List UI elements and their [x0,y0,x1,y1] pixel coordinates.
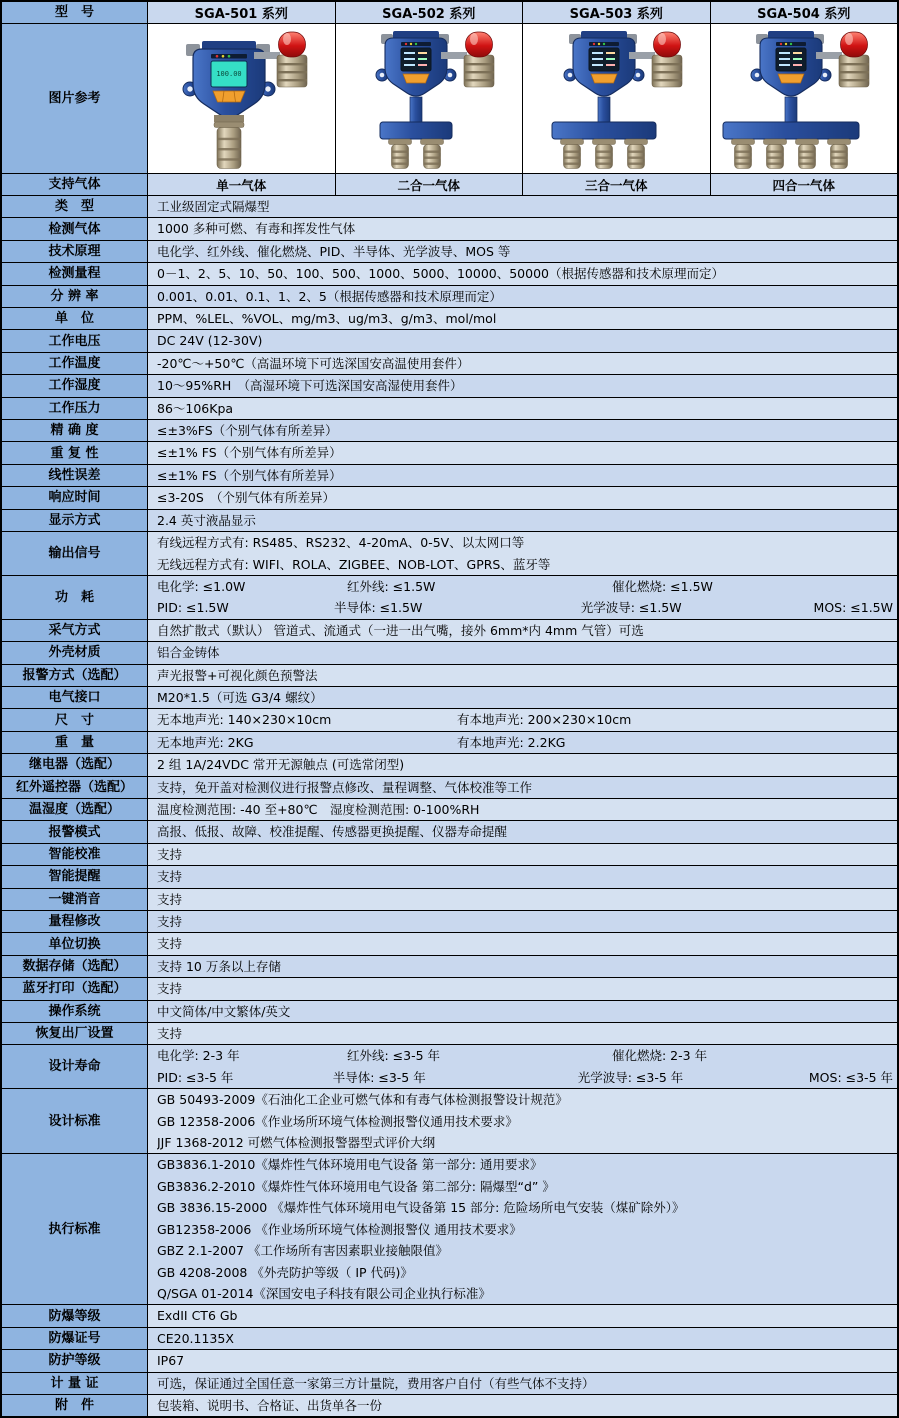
spec-value [148,620,897,641]
spec-row [2,308,897,330]
spec-label: 显示方式 [2,510,148,531]
spec-value-col: 光学波导: ≤3-5 年 [577,1069,684,1085]
spec-value [148,1395,897,1416]
model-name-2: SGA-502 系列 [336,2,524,23]
gas-detector-illustration [712,25,895,172]
spec-value [148,375,897,396]
spec-row [2,754,897,776]
spec-value-line: 支持 [157,1026,183,1042]
spec-value-line [157,1045,893,1066]
spec-value-line: JJF 1368-2012 可燃气体检测报警器型式评价大纲 [157,1135,436,1151]
spec-row [2,978,897,1000]
spec-label: 防爆证号 [2,1328,148,1349]
spec-value [148,1045,897,1088]
spec-value-line: GB3836.2-2010《爆炸性气体环境用电气设备 第二部分: 隔爆型“d” 》 [157,1178,555,1194]
spec-value-col: 红外线: ≤3-5 年 [347,1048,441,1064]
spec-value-line: GBZ 2.1-2007 《工作场所有害因素职业接触限值》 [157,1243,448,1259]
spec-value [148,777,897,798]
spec-row [2,866,897,888]
spec-value-col: 无本地声光: 2KG [157,734,254,750]
spec-value [148,844,897,865]
spec-value-line: 支持 10 万条以上存储 [157,958,281,974]
spec-value [148,353,897,374]
spec-value-col: 半导体: ≤3-5 年 [332,1069,426,1085]
gas-detector-illustration [337,25,520,172]
spec-value-line: -20℃～+50℃（高温环境下可选深国安高温使用套件） [157,355,470,371]
spec-value-line [157,732,893,753]
spec-value [148,398,897,419]
spec-value [148,866,897,887]
spec-value-line: ≤±1% FS（个别气体有所差异） [157,467,342,483]
spec-value-line: 支持 [157,936,183,952]
spec-label: 报警模式 [2,821,148,842]
supported-gas-row [2,174,897,196]
spec-label: 分 辨 率 [2,286,148,307]
spec-label: 外壳材质 [2,642,148,663]
supported-gas-cells [148,174,897,195]
spec-label: 操作系统 [2,1001,148,1022]
spec-label: 计 量 证 [2,1373,148,1394]
spec-label: 设计寿命 [2,1045,148,1088]
spec-value [148,821,897,842]
spec-row [2,732,897,754]
spec-value-line: 2 组 1A/24VDC 常开无源触点 (可选常闭型) [157,757,405,773]
spec-label: 恢复出厂设置 [2,1023,148,1044]
spec-row [2,218,897,240]
spec-label: 防爆等级 [2,1305,148,1326]
spec-value-col: 无本地声光: 140×230×10cm [157,712,332,728]
spec-row [2,1305,897,1327]
spec-row [2,642,897,664]
spec-value [148,196,897,217]
spec-value-col: 电化学: 2-3 年 [157,1048,240,1064]
spec-value-line [157,597,893,618]
spec-value [148,687,897,708]
model-name-4: SGA-504 系列 [711,2,898,23]
spec-value [148,420,897,441]
spec-label: 继电器（选配） [2,754,148,775]
spec-label: 尺 寸 [2,709,148,730]
spec-label: 检测量程 [2,263,148,284]
spec-value [148,1023,897,1044]
spec-value [148,1089,897,1153]
spec-value-line: 中文简体/中文繁体/英文 [157,1003,291,1019]
model-name-1: SGA-501 系列 [148,2,336,23]
spec-value-line: 包装箱、说明书、合格证、出货单各一份 [157,1397,383,1413]
spec-value-line [157,576,893,597]
spec-value-line: 可选，保证通过全国任意一家第三方计量院，费用客户自付（有些气体不支持） [157,1375,595,1391]
spec-row [2,799,897,821]
spec-row [2,687,897,709]
spec-value-col: MOS: ≤1.5W [813,600,893,616]
spec-row [2,286,897,308]
supported-gas-2: 二合一气体 [336,174,524,195]
spec-value-line: ≤3-20S （个别气体有所差异） [157,490,336,506]
spec-row [2,889,897,911]
spec-row [2,1328,897,1350]
spec-value-col: 有本地声光: 200×230×10cm [457,712,632,728]
spec-value-line: 支持 [157,869,183,885]
spec-value-line: 电化学、红外线、催化燃烧、PID、半导体、光学波导、MOS 等 [157,243,511,259]
product-image-cell-1 [148,24,336,173]
spec-row [2,665,897,687]
spec-value [148,241,897,262]
spec-value-col: 电化学: ≤1.0W [157,578,246,594]
spec-label: 采气方式 [2,620,148,641]
spec-value-line: 有线远程方式有: RS485、RS232、4-20mA、0-5V、以太网口等 [157,535,525,551]
spec-row [2,398,897,420]
spec-row [2,1045,897,1089]
spec-value-col: 催化燃烧: ≤1.5W [612,578,713,594]
spec-label: 线性误差 [2,465,148,486]
spec-value-line: 支持，免开盖对检测仪进行报警点修改、量程调整、气体校准等工作 [157,779,533,795]
spec-value-line: GB 3836.15-2000 《爆炸性气体环境用电气设备第 15 部分: 危险场所电气安装（煤矿除外）》 [157,1200,685,1216]
spec-value-line: ≤±3%FS（个别气体有所差异） [157,423,338,439]
spec-value-col: PID: ≤3-5 年 [157,1069,234,1085]
model-header-row [2,2,897,24]
spec-label: 工作湿度 [2,375,148,396]
spec-value [148,532,897,575]
spec-value [148,510,897,531]
spec-value [148,442,897,463]
spec-value-line: 声光报警+可视化颜色预警法 [157,667,318,683]
spec-row [2,375,897,397]
spec-value [148,1001,897,1022]
spec-value-line: 支持 [157,981,183,997]
spec-value-line: DC 24V (12-30V) [157,333,263,349]
spec-label: 智能提醒 [2,866,148,887]
spec-value-line: M20*1.5（可选 G3/4 螺纹） [157,689,323,705]
spec-value-line: 0.001、0.01、0.1、1、2、5（根据传感器和技术原理而定） [157,288,502,304]
spec-label: 智能校准 [2,844,148,865]
spec-value-line: GB 50493-2009《石油化工企业可燃气体和有毒气体检测报警设计规范》 [157,1092,568,1108]
spec-value [148,754,897,775]
spec-row [2,330,897,352]
spec-row [2,1089,897,1154]
spec-row [2,420,897,442]
spec-value-col: 光学波导: ≤1.5W [580,600,682,616]
spec-value-line: 自然扩散式（默认） 管道式、流通式（一进一出气嘴，接外 6mm*内 4mm 气管）可选 [157,622,644,638]
spec-value [148,1373,897,1394]
spec-value [148,308,897,329]
row-label-gas: 支持气体 [2,174,148,195]
spec-label: 功 耗 [2,576,148,619]
spec-row [2,821,897,843]
spec-row [2,263,897,285]
spec-value-col: 有本地声光: 2.2KG [457,734,566,750]
spec-value-line: 2.4 英寸液晶显示 [157,512,256,528]
spec-value [148,576,897,619]
spec-value-line: IP67 [157,1353,185,1369]
spec-row [2,510,897,532]
spec-value-line: 无线远程方式有: WIFI、ROLA、ZIGBEE、NOB-LOT、GPRS、蓝牙等 [157,556,551,572]
spec-value [148,889,897,910]
spec-value-line: GB12358-2006 《作业场所环境气体检测报警仪 通用技术要求》 [157,1221,522,1237]
gas-detector-illustration [150,25,333,172]
spec-value-line [157,1067,893,1088]
spec-value [148,487,897,508]
spec-value [148,1154,897,1304]
spec-value [148,799,897,820]
model-name-3: SGA-503 系列 [523,2,711,23]
row-label-model: 型 号 [2,2,148,23]
spec-row [2,1395,897,1416]
spec-value [148,642,897,663]
spec-value [148,1305,897,1326]
spec-label: 数据存储（选配） [2,956,148,977]
spec-label: 报警方式（选配） [2,665,148,686]
spec-value-line: GB 4208-2008 《外壳防护等级（ IP 代码)》 [157,1264,413,1280]
spec-value-line: PPM、%LEL、%VOL、mg/m3、ug/m3、g/m3、mol/mol [157,311,497,327]
spec-label: 红外遥控器（选配） [2,777,148,798]
spec-value-line: ExdII CT6 Gb [157,1308,238,1324]
spec-label: 工作温度 [2,353,148,374]
spec-value [148,465,897,486]
spec-label: 蓝牙打印（选配） [2,978,148,999]
spec-label: 类 型 [2,196,148,217]
supported-gas-1: 单一气体 [148,174,336,195]
spec-label: 重 复 性 [2,442,148,463]
spec-row [2,465,897,487]
spec-value [148,933,897,954]
supported-gas-4: 四合一气体 [711,174,898,195]
spec-label: 输出信号 [2,532,148,575]
row-label-image: 图片参考 [2,24,148,173]
spec-label: 设计标准 [2,1089,148,1153]
spec-value-line: 支持 [157,846,183,862]
spec-value-line: 温度检测范围: -40 至+80℃ 湿度检测范围: 0-100%RH [157,801,480,817]
spec-row [2,777,897,799]
spec-value-line: 1000 多种可燃、有毒和挥发性气体 [157,221,356,237]
spec-row [2,1023,897,1045]
spec-row [2,844,897,866]
model-name-cells [148,2,897,23]
spec-row [2,196,897,218]
spec-row [2,933,897,955]
spec-value-line: 工业级固定式隔爆型 [157,199,270,214]
spec-value-line: ≤±1% FS（个别气体有所差异） [157,445,342,461]
spec-value-line: Q/SGA 01-2014《深国安电子科技有限公司企业执行标准》 [157,1285,491,1301]
spec-value [148,218,897,239]
spec-label: 附 件 [2,1395,148,1416]
spec-value-col: 红外线: ≤1.5W [347,578,436,594]
spec-row [2,487,897,509]
spec-value-line: 铝合金铸体 [157,645,220,661]
spec-value [148,330,897,351]
spec-value-line: 支持 [157,891,183,907]
product-image-cell-2 [336,24,524,173]
spec-row [2,1154,897,1305]
spec-value [148,978,897,999]
spec-value [148,1350,897,1371]
spec-label: 执行标准 [2,1154,148,1304]
spec-value [148,286,897,307]
spec-value-col: 半导体: ≤1.5W [333,600,423,616]
spec-value [148,709,897,730]
spec-row [2,1001,897,1023]
product-image-cells [148,24,897,173]
spec-value [148,665,897,686]
spec-rows-container [2,196,897,1416]
spec-value-line: 0－1、2、5、10、50、100、500、1000、5000、10000、50000（根据传感器和技术原理而定） [157,266,724,282]
gas-detector-illustration [525,25,708,172]
spec-label: 工作压力 [2,398,148,419]
spec-label: 技术原理 [2,241,148,262]
spec-label: 温湿度（选配） [2,799,148,820]
spec-value [148,911,897,932]
spec-value-line: 10～95%RH （高湿环境下可选深国安高湿使用套件） [157,378,463,394]
spec-value-line: 支持 [157,914,183,929]
spec-label: 工作电压 [2,330,148,351]
spec-value [148,956,897,977]
spec-value [148,263,897,284]
product-image-cell-3 [523,24,711,173]
spec-value-line: GB 12358-2006《作业场所环境气体检测报警仪通用技术要求》 [157,1113,518,1129]
spec-value-col: MOS: ≤3-5 年 [808,1069,893,1085]
spec-label: 量程修改 [2,911,148,932]
spec-row [2,956,897,978]
spec-row [2,1373,897,1395]
spec-value-line: GB3836.1-2010《爆炸性气体环境用电气设备 第一部分: 通用要求》 [157,1157,543,1173]
spec-value-col: 催化燃烧: 2-3 年 [612,1048,708,1064]
spec-row [2,709,897,731]
spec-row [2,620,897,642]
spec-value-line [157,709,893,730]
spec-value-line: CE20.1135X [157,1330,234,1346]
spec-label: 重 量 [2,732,148,753]
spec-value [148,1328,897,1349]
product-image-row [2,24,897,174]
spec-row [2,911,897,933]
spec-label: 防护等级 [2,1350,148,1371]
spec-row [2,532,897,576]
spec-label: 单位切换 [2,933,148,954]
supported-gas-3: 三合一气体 [523,174,711,195]
spec-row [2,442,897,464]
spec-label: 一键消音 [2,889,148,910]
svg-text:100.00: 100.00 [216,70,242,78]
spec-value [148,732,897,753]
spec-row [2,1350,897,1372]
spec-row [2,353,897,375]
product-image-cell-4 [711,24,898,173]
spec-label: 响应时间 [2,487,148,508]
spec-row [2,576,897,620]
spec-row [2,241,897,263]
spec-value-line: 86～106Kpa [157,400,234,416]
spec-value-line: 高报、低报、故障、校准提醒、传感器更换提醒、仪器寿命提醒 [157,824,508,840]
spec-value-col: PID: ≤1.5W [157,600,229,616]
spec-label: 精 确 度 [2,420,148,441]
spec-label: 电气接口 [2,687,148,708]
spec-label: 检测气体 [2,218,148,239]
spec-label: 单 位 [2,308,148,329]
